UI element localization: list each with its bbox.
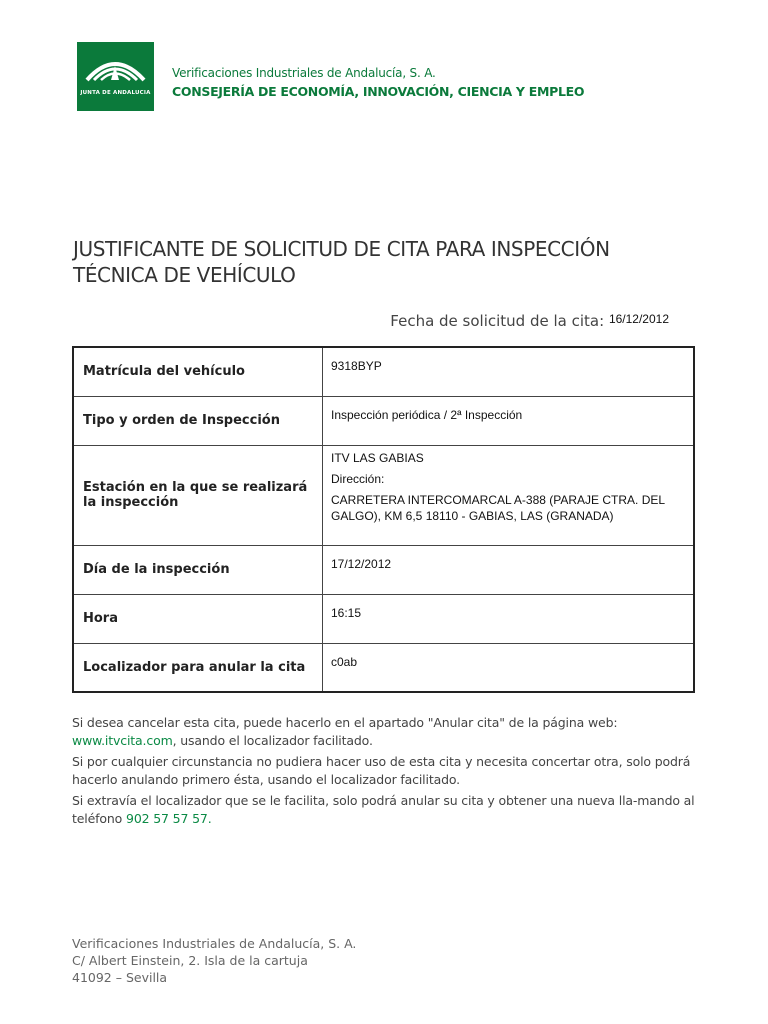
inspection-day-value: 17/12/2012 — [323, 545, 695, 594]
inspection-type-value: Inspección periódica / 2ª Inspección — [323, 396, 695, 445]
station-value — [323, 445, 695, 545]
department-name: CONSEJERÍA DE ECONOMÍA, INNOVACIÓN, CIENCIA Y EMPLEO — [172, 84, 585, 99]
organization-name: Verificaciones Industriales de Andalucía, S. A. — [172, 66, 436, 80]
cancel-tail: , usando el localizador facilitado. — [172, 733, 373, 748]
document-title — [73, 236, 673, 288]
junta-andalucia-logo — [77, 42, 154, 111]
table-row — [73, 545, 694, 594]
request-date-label: Fecha de solicitud de la cita: — [390, 312, 605, 330]
reschedule-instructions: Si por cualquier circunstancia no pudiera hacer uso de esta cita y necesita concertar otra, solo podrá hacerlo anulando primero ésta, usando el localizador facilitado. — [72, 754, 691, 787]
title-line-1: JUSTIFICANTE DE SOLICITUD DE CITA PARA INSPECCIÓN — [73, 237, 610, 261]
lost-locator-instructions — [72, 792, 702, 828]
hour-label: Hora — [73, 594, 323, 643]
footer-line-3: 41092 – Sevilla — [72, 970, 168, 985]
request-date — [390, 312, 669, 330]
station-label: Estación en la que se realizará la inspección — [73, 445, 323, 545]
locator-value: c0ab — [323, 643, 695, 692]
station-name: ITV LAS GABIAS — [331, 450, 424, 465]
instructions — [72, 714, 702, 831]
cancel-instructions — [72, 714, 702, 750]
table-row — [73, 347, 694, 396]
appointment-details-table — [72, 346, 695, 693]
phone-tail: . — [207, 811, 212, 826]
phone-number: 902 57 57 57 — [126, 811, 208, 826]
table-row — [73, 643, 694, 692]
title-line-2: TÉCNICA DE VEHÍCULO — [73, 263, 296, 287]
table-row — [73, 594, 694, 643]
lost-locator-text: Si extravía el localizador que se le facilita, solo podrá anular su cita y obtener una nueva lla-mando al teléfono — [72, 793, 695, 826]
footer-line-1: Verificaciones Industriales de Andalucía, S. A. — [72, 936, 357, 951]
itvcita-link[interactable]: www.itvcita.com — [72, 733, 173, 748]
inspection-day-label: Día de la inspección — [73, 545, 323, 594]
locator-label: Localizador para anular la cita — [73, 643, 323, 692]
request-date-value: 16/12/2012 — [608, 312, 669, 326]
hour-value: 16:15 — [323, 594, 695, 643]
footer-address — [72, 935, 356, 986]
table-row — [73, 445, 694, 545]
logo-text: JUNTA DE ANDALUCIA — [80, 90, 151, 96]
arch-emblem-icon — [77, 42, 154, 111]
inspection-type-label: Tipo y orden de Inspección — [73, 396, 323, 445]
plate-label: Matrícula del vehículo — [73, 347, 323, 396]
footer-line-2: C/ Albert Einstein, 2. Isla de la cartuja — [72, 953, 308, 968]
station-direction-label: Dirección: — [331, 471, 385, 486]
station-address: CARRETERA INTERCOMARCAL A-388 (PARAJE CTRA. DEL GALGO), KM 6,5 18110 - GABIAS, LAS (GRANADA) — [331, 492, 665, 523]
cancel-text: Si desea cancelar esta cita, puede hacerlo en el apartado "Anular cita" de la página web: — [72, 715, 618, 730]
plate-value: 9318BYP — [323, 347, 695, 396]
table-row — [73, 396, 694, 445]
